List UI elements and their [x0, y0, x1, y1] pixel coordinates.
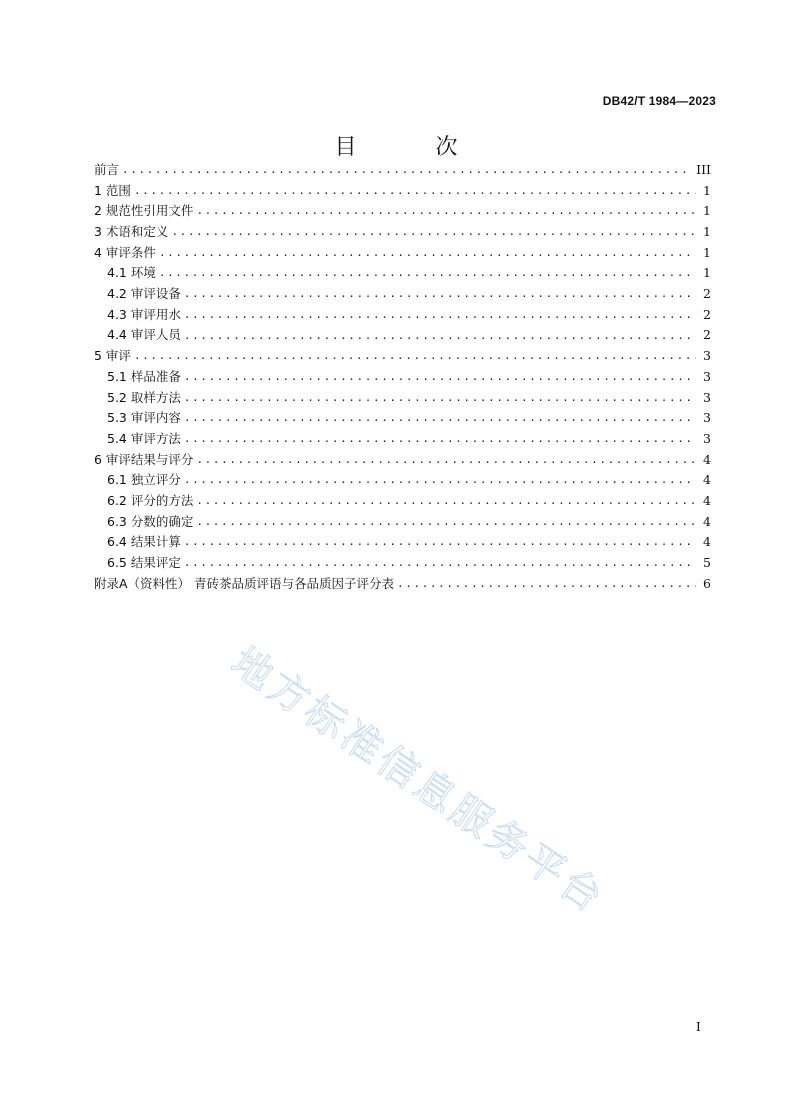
- toc-entry-5-2[interactable]: [94, 388, 711, 409]
- dot-leader: [184, 532, 696, 553]
- table-of-contents: [94, 160, 711, 594]
- dot-leader: [184, 408, 696, 429]
- toc-entry-label: 6.2 评分的方法: [107, 492, 194, 508]
- toc-entry-5-3[interactable]: [94, 408, 711, 429]
- toc-entry-2[interactable]: [94, 201, 711, 222]
- toc-title: 目 次: [334, 135, 494, 160]
- toc-entry-label: 附录A（资料性） 青砖茶品质评语与各品质因子评分表: [94, 575, 395, 591]
- dot-leader: [171, 222, 696, 243]
- toc-entry-label: 6.4 结果计算: [107, 534, 181, 550]
- toc-entry-page: 2: [703, 286, 711, 302]
- document-code: DB42/T 1984—2023: [602, 94, 716, 108]
- toc-entry-label: 5 审评: [94, 348, 131, 364]
- toc-entry-label: 6.1 独立评分: [107, 472, 181, 488]
- toc-entry-6-4[interactable]: [94, 532, 711, 553]
- toc-entry-page: 3: [703, 430, 711, 446]
- toc-entry-label: 6 审评结果与评分: [94, 451, 194, 467]
- dot-leader: [159, 243, 696, 264]
- toc-entry-6[interactable]: [94, 450, 711, 471]
- dot-leader: [184, 470, 696, 491]
- toc-entry-label: 6.3 分数的确定: [107, 513, 194, 529]
- toc-entry-page: 3: [703, 410, 711, 426]
- toc-entry-label: 6.5 结果评定: [107, 555, 181, 571]
- dot-leader: [397, 574, 696, 595]
- toc-entry-6-2[interactable]: [94, 491, 711, 512]
- toc-entry-4-4[interactable]: [94, 326, 711, 347]
- toc-entry-page: 1: [703, 244, 711, 260]
- dot-leader: [159, 263, 696, 284]
- toc-entry-label: 前言: [94, 161, 120, 177]
- dot-leader: [196, 512, 696, 533]
- toc-entry-label: 4.1 环境: [107, 265, 156, 281]
- dot-leader: [184, 305, 696, 326]
- toc-entry-label: 5.4 审评方法: [107, 430, 181, 446]
- toc-entry-page: 6: [703, 575, 711, 591]
- toc-entry-foreword[interactable]: [94, 160, 711, 181]
- toc-entry-label: 5.3 审评内容: [107, 410, 181, 426]
- toc-entry-page: 1: [703, 224, 711, 240]
- dot-leader: [196, 450, 696, 471]
- dot-leader: [196, 201, 696, 222]
- toc-entry-page: III: [696, 161, 711, 177]
- toc-entry-page: 1: [703, 265, 711, 281]
- toc-entry-4-2[interactable]: [94, 284, 711, 305]
- dot-leader: [134, 181, 696, 202]
- toc-entry-page: 4: [703, 513, 711, 529]
- toc-entry-3[interactable]: [94, 222, 711, 243]
- toc-entry-page: 4: [703, 534, 711, 550]
- toc-entry-label: 1 范围: [94, 182, 131, 198]
- toc-entry-page: 3: [703, 389, 711, 405]
- toc-entry-page: 4: [703, 492, 711, 508]
- dot-leader: [196, 491, 696, 512]
- toc-entry-4[interactable]: [94, 243, 711, 264]
- toc-entry-6-1[interactable]: [94, 470, 711, 491]
- toc-entry-label: 2 规范性引用文件: [94, 203, 194, 219]
- toc-entry-page: 1: [703, 203, 711, 219]
- toc-entry-page: 3: [703, 348, 711, 364]
- toc-entry-5[interactable]: [94, 346, 711, 367]
- toc-entry-5-4[interactable]: [94, 429, 711, 450]
- toc-entry-page: 2: [703, 306, 711, 322]
- toc-entry-page: 2: [703, 327, 711, 343]
- toc-entry-label: 4.4 审评人员: [107, 327, 181, 343]
- dot-leader: [184, 429, 696, 450]
- toc-entry-4-1[interactable]: [94, 263, 711, 284]
- watermark-text: 地方标准信息服务平台: [222, 638, 614, 923]
- toc-entry-label: 4 审评条件: [94, 244, 156, 260]
- toc-entry-page: 4: [703, 472, 711, 488]
- dot-leader: [134, 346, 696, 367]
- page-number: I: [696, 1020, 701, 1034]
- toc-entry-label: 4.2 审评设备: [107, 286, 181, 302]
- toc-entry-appendix-a[interactable]: [94, 574, 711, 595]
- toc-entry-6-5[interactable]: [94, 553, 711, 574]
- toc-entry-1[interactable]: [94, 181, 711, 202]
- toc-entry-page: 1: [703, 182, 711, 198]
- dot-leader: [184, 367, 696, 388]
- toc-entry-page: 4: [703, 451, 711, 467]
- toc-entry-4-3[interactable]: [94, 305, 711, 326]
- dot-leader: [184, 284, 696, 305]
- toc-entry-label: 3 术语和定义: [94, 224, 169, 240]
- toc-entry-label: 4.3 审评用水: [107, 306, 181, 322]
- dot-leader: [184, 553, 696, 574]
- dot-leader: [184, 388, 696, 409]
- toc-entry-page: 3: [703, 368, 711, 384]
- dot-leader: [184, 326, 696, 347]
- toc-entry-label: 5.1 样品准备: [107, 368, 181, 384]
- toc-entry-label: 5.2 取样方法: [107, 389, 181, 405]
- dot-leader: [122, 160, 691, 181]
- toc-entry-page: 5: [703, 555, 711, 571]
- toc-entry-5-1[interactable]: [94, 367, 711, 388]
- toc-entry-6-3[interactable]: [94, 512, 711, 533]
